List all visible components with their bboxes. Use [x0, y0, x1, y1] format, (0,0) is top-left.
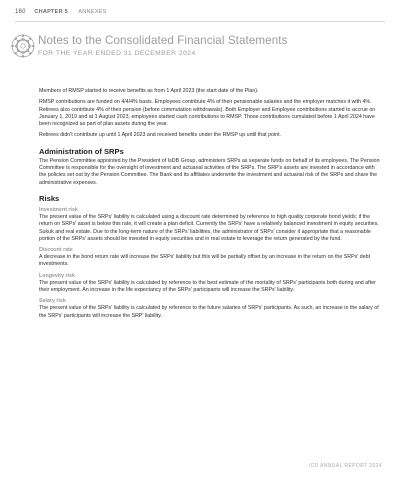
paragraph: Members of RMSP started to receive benefits as from 1 April 2023 (the start date of the Plan).	[39, 88, 259, 94]
paragraph: The Pension Committee appointed by the President of IsDB Group, administers SRPs as seperate funds on behalf of its employees. The Pension Committee is responsible for the oversight of investment and actuarial activities of the SRPs. The SRP's assets are invested in accordance with the policies set out by the Pension Committee. The Bank and its affiliates underwrite the investment and actuarial risk of the SRPs and share the administrative expenses.	[39, 157, 380, 186]
paragraph: A decrease in the bond return rate will increase the SRPs' liability but this will be partially offset by an increase in the return on the SRPs' debt investments.	[39, 254, 371, 268]
section-label: ANNEXES	[78, 9, 107, 15]
note-body	[39, 88, 381, 324]
subheading-investment-risk: Investment risk	[39, 206, 78, 213]
paragraph: The present value of the SRPs' liability is calculated by reference to the future salaries of SRPs' participants. As such, an increase in the salary of the SRPs' participants will increase the SRP' liability.	[39, 305, 379, 319]
header-divider	[15, 21, 385, 22]
section-heading-risks: Risks	[39, 193, 60, 203]
paragraph: The present value of the SRPs' liability is calculated by reference to the best estimate of the mortality of SRPs' participants both during and after their employment. An increase in the life expectancy of the SRPs' participants will increase the SRPs' liability.	[39, 279, 376, 294]
running-header	[15, 9, 107, 15]
paragraph: The present value of the SRPs' liability is calculated using a discount rate determined by reference to high quality corporate bond yields; if the return on SRPs' asset is below this rate, it will create a plan deficit. Currently the SRPs' have a relatively balanced investment in equity securities, Sukuk and real estate. Due to the long-term nature of the SRPs' liabilities, the administrator of SRPs' consider it appropriate that a reasonable portion of the SRPs' assets should be invested in equity securities and in real estate to leverage the return generated by the fund.	[39, 213, 379, 242]
footer-report-name: ICD ANNUAL REPORT 2024	[308, 463, 382, 469]
paragraph: Retirees didn't contribute up until 1 April 2023 and received benefits under the RMSP up until that point.	[39, 132, 282, 139]
emblem-icon	[11, 34, 35, 58]
chapter-label: CHAPTER 5	[34, 9, 68, 15]
subheading-longevity-risk: Longevity risk	[39, 272, 75, 279]
subheading-discount-rate: Discount rate	[39, 247, 73, 254]
subheading-salary-risk: Salary risk	[39, 298, 66, 305]
page-title: Notes to the Consolidated Financial Statements	[38, 34, 288, 47]
paragraph: RMSP contributions are funded on 4/4/4% basis. Employees contribute 4% of their pensionable salaries and the employer matches it with 4%. Retirees also contribute 4% of their pension (before commutation withdrawals). Both Employer and Employee contributions started to accrue on January 1, 2019 and at 1 August 2023, employees started cash contributions to RMSP. Those contributions cumulated before 1 April 2024 have been recognized as part of plan assets during the year.	[39, 99, 376, 128]
section-heading-administration: Administration of SRPs	[39, 146, 124, 156]
page-subtitle: FOR THE YEAR ENDED 31 DECEMBER 2024	[38, 50, 196, 57]
page-number: 160	[15, 9, 26, 15]
